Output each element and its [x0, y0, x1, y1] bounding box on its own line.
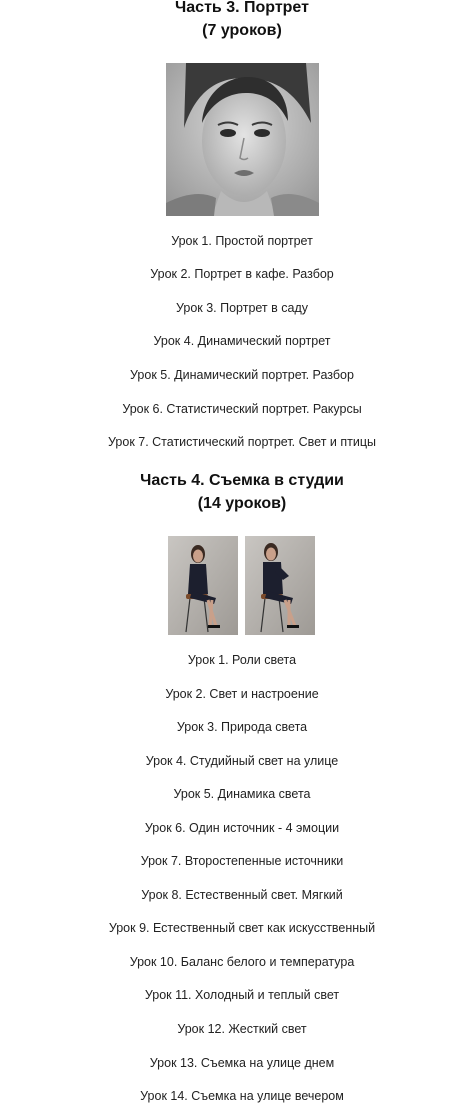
part3-portrait-image	[166, 63, 319, 216]
part4-lesson-13: Урок 13. Съемка на улице днем	[149, 1056, 335, 1070]
part4-lesson-7: Урок 7. Второстепенные источники	[140, 854, 344, 868]
part3-lesson-5: Урок 5. Динамический портрет. Разбор	[130, 368, 354, 382]
part4-lesson-1: Урок 1. Роли света	[187, 653, 297, 667]
part4-lesson-14: Урок 14. Съемка на улице вечером	[140, 1089, 344, 1103]
part3-lesson-6: Урок 6. Статистический портрет. Ракурсы	[122, 402, 362, 416]
part4-lesson-6: Урок 6. Один источник - 4 эмоции	[144, 821, 340, 835]
part3-lesson-count: (7 уроков)	[202, 22, 282, 39]
part4-studio-image-right	[245, 536, 315, 635]
part4-lesson-10: Урок 10. Баланс белого и температура	[129, 955, 355, 969]
part4-lesson-count: (14 уроков)	[197, 495, 287, 512]
part4-lesson-5: Урок 5. Динамика света	[173, 787, 311, 801]
part4-title: Часть 4. Съемка в студии	[140, 472, 344, 489]
part3-lesson-1: Урок 1. Простой портрет	[171, 234, 313, 248]
part4-studio-image-left	[168, 536, 238, 635]
part3-lesson-2: Урок 2. Портрет в кафе. Разбор	[150, 267, 334, 281]
part4-lesson-12: Урок 12. Жесткий свет	[177, 1022, 307, 1036]
part3-lesson-7: Урок 7. Статистический портрет. Свет и птицы	[108, 435, 376, 449]
part4-lesson-3: Урок 3. Природа света	[176, 720, 308, 734]
part4-lesson-8: Урок 8. Естественный свет. Мягкий	[141, 888, 343, 902]
part4-lesson-2: Урок 2. Свет и настроение	[165, 687, 319, 701]
part3-lesson-4: Урок 4. Динамический портрет	[153, 334, 331, 348]
part4-lesson-11: Урок 11. Холодный и теплый свет	[144, 988, 340, 1002]
part4-lesson-4: Урок 4. Студийный свет на улице	[145, 754, 339, 768]
part3-lesson-3: Урок 3. Портрет в саду	[175, 301, 308, 315]
part3-title: Часть 3. Портрет	[175, 0, 309, 16]
part4-lesson-9: Урок 9. Естественный свет как искусственный	[108, 921, 376, 935]
